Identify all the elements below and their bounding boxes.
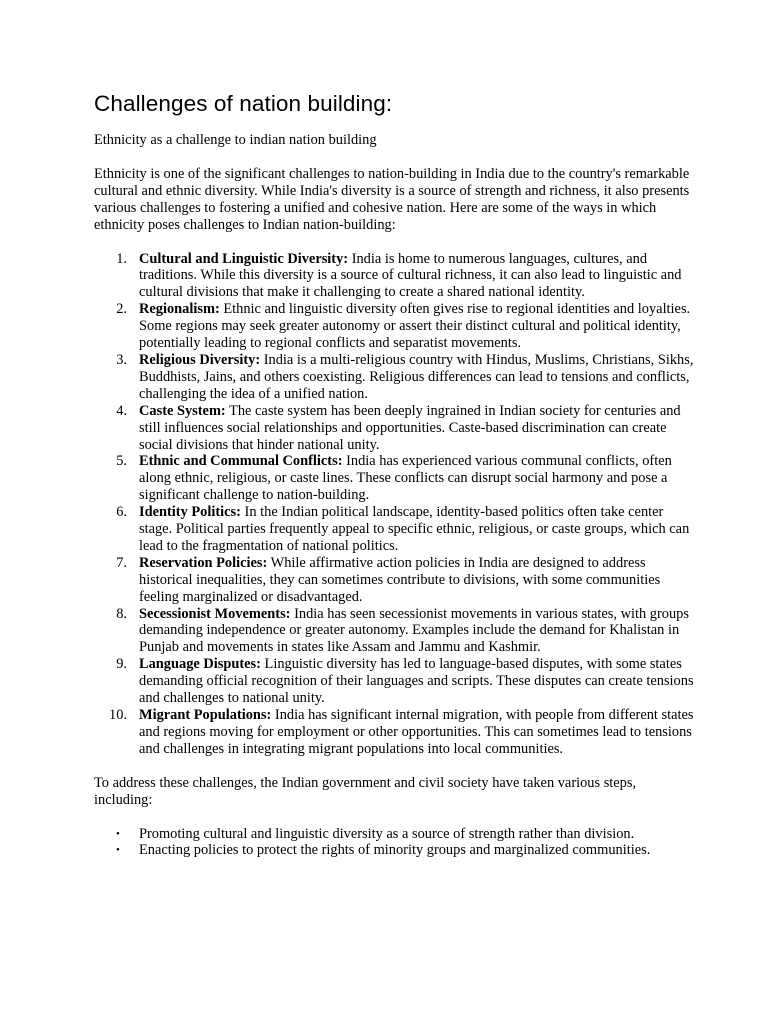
- list-item-text: India has experienced various communal conflicts, often along ethnic, religious, or caste lines. These conflicts can disrupt social harmony and pose a significant challenge to nation-building.: [139, 453, 672, 504]
- list-item: [94, 707, 694, 758]
- list-number: 7.: [116, 554, 127, 571]
- list-item-text: Ethnic and linguistic diversity often gives rise to regional identities and loyalties. Some regions may seek greater autonomy or assert their distinct cultural and political identity, potentially leading to regional conflicts and separatist movements.: [139, 301, 691, 352]
- list-item: [94, 251, 694, 302]
- list-item-heading: Language Disputes:: [139, 656, 261, 673]
- list-number: 5.: [116, 453, 127, 470]
- document-title: Challenges of nation building:: [94, 91, 393, 116]
- list-item: [94, 842, 694, 859]
- list-item: [94, 504, 694, 555]
- list-item-heading: Identity Politics:: [139, 504, 241, 521]
- list-item-heading: Ethnic and Communal Conflicts:: [139, 453, 343, 470]
- list-item-text: India is home to numerous languages, cultures, and traditions. While this diversity is a source of cultural richness, it can also lead to linguistic and cultural divisions that make it challenging to create a shared national identity.: [139, 250, 682, 301]
- list-item-heading: Migrant Populations:: [139, 707, 272, 723]
- list-item: [94, 403, 694, 454]
- list-item-heading: Regionalism:: [139, 301, 220, 318]
- list-item: [94, 606, 694, 657]
- list-item-text: In the Indian political landscape, identity-based politics often take center stage. Political parties frequently appeal to specific ethnic, religious, or caste groups, which can lead to the fragmentation of national politics.: [139, 504, 690, 554]
- list-number: 10.: [109, 707, 127, 723]
- list-item-heading: Cultural and Linguistic Diversity:: [139, 250, 349, 267]
- list-item-text: India is a multi-religious country with Hindus, Muslims, Christians, Sikhs, Buddhists, Jains, and others coexisting. Religious differences can lead to tensions and conflicts, challenging the idea of a unified nation.: [139, 351, 694, 402]
- list-item-text: Promoting cultural and linguistic diversity as a source of strength rather than division.: [139, 825, 635, 842]
- list-number: 3.: [116, 351, 127, 368]
- closing-paragraph: To address these challenges, the Indian government and civil society have taken various steps, including:: [94, 774, 637, 808]
- bullet-icon: •: [116, 844, 120, 857]
- list-item-heading: Caste System:: [139, 402, 226, 419]
- bullet-icon: •: [116, 827, 120, 840]
- list-item-text: India has seen secessionist movements in various states, with groups demanding independence or greater autonomy. Examples include the demand for Khalistan in Punjab and movements in states like Assam and Jammu and Kashmir.: [139, 605, 689, 656]
- list-number: 2.: [116, 301, 127, 318]
- steps-list: [94, 826, 694, 860]
- document-page: [94, 88, 694, 859]
- list-number: 8.: [116, 605, 127, 622]
- list-item-text: India has significant internal migration, with people from different states and regions moving for employment or other opportunities. This can sometimes lead to tensions and challenges in integrating migrant populations into local communities.: [139, 707, 694, 757]
- intro-paragraph: Ethnicity is one of the significant challenges to nation-building in India due to the country's remarkable cultural and ethnic diversity. While India's diversity is a source of strength and richness, it also presents various challenges to fostering a unified and cohesive nation. Here are some of the ways in which ethnicity poses challenges to Indian nation-building:: [94, 165, 690, 233]
- list-number: 9.: [116, 656, 127, 673]
- list-item: [94, 453, 694, 504]
- list-number: 4.: [116, 402, 127, 419]
- document-subtitle: Ethnicity as a challenge to indian nation building: [94, 132, 377, 148]
- challenges-list: [94, 251, 694, 758]
- list-number: 1.: [116, 250, 127, 267]
- list-item: [94, 656, 694, 707]
- list-item: [94, 555, 694, 606]
- list-number: 6.: [116, 504, 127, 521]
- list-item-text: While affirmative action policies in India are designed to address historical inequalities, they can sometimes contribute to divisions, with some communities feeling marginalized or disadvantaged.: [139, 554, 661, 605]
- list-item: [94, 352, 694, 403]
- list-item: [94, 826, 694, 843]
- list-item-text: Linguistic diversity has led to language-based disputes, with some states demanding official recognition of their languages and scripts. These disputes can create tensions and challenges to national unity.: [139, 656, 694, 707]
- list-item-text: Enacting policies to protect the rights of minority groups and marginalized communities.: [139, 842, 651, 859]
- list-item-heading: Secessionist Movements:: [139, 605, 291, 622]
- list-item: [94, 301, 694, 352]
- list-item-heading: Religious Diversity:: [139, 351, 261, 368]
- list-item-heading: Reservation Policies:: [139, 554, 268, 571]
- list-item-text: The caste system has been deeply ingrained in Indian society for centuries and still influences social relationships and opportunities. Caste-based discrimination can create social divisions that hinder national unity.: [139, 402, 681, 453]
